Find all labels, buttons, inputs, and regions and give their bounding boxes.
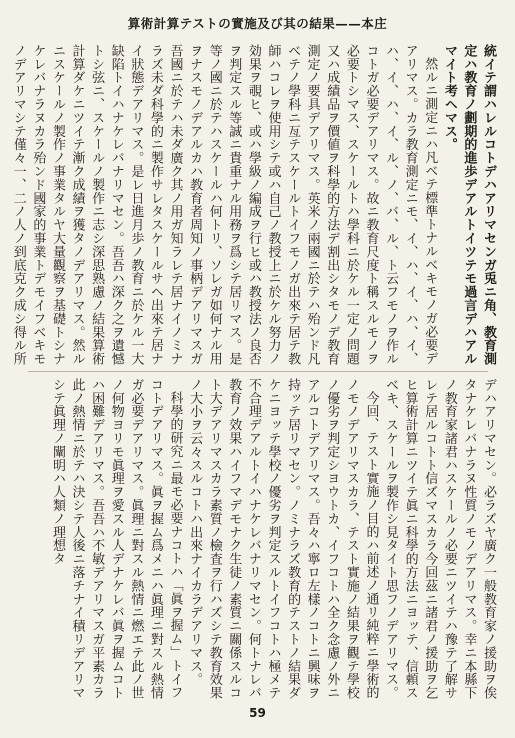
lower-text-block	[28, 378, 498, 700]
body-paragraph: 科學的研究ニ最モ必要ナコトハ「眞ヲ握ム」トイフコトデアリマス。眞ヲ握ム爲メニハ眞理ニ對スル熱情ガ必要デアリマス。眞理ニ對スル熱情ニ燃エテ此ノ世ノ何物ヨリモ眞理ヲ愛スル人デナケレバ眞ヲ握ムコトハ困難デアリマス。吾吾ハ不敏デアリマスガ平素カラ此ノ熱情ニ於テハ決シテ人後ニ落チナイ積リデアリマシテ眞理ノ闡明ハ人類ノ理想タ	[49, 378, 183, 700]
upper-text-block	[10, 44, 498, 366]
body-paragraph: デハアリマセン。必ラズヤ廣ク一般教育家ノ援助ヲ俟タナケレバナラヌ性質ノモノデアリマス。幸ニ本縣下ノ教育家諸君ハスケールノ必要ニツイテハ豫テ了解サレテ居ルコトト信ズマスカラ今回茲ニ諸君ノ援助ヲ乞ヒ算術計算ニツイテ眞ニ科學的方法ニヨッテ、信頼スベキ、スケールヲ製作シ見タイト思フノデアリマス。	[383, 378, 496, 700]
body-paragraph: 然ルニ測定ニハ凡ベテ標準トナルベキモノガ必要デアリマス。カラ教育測定ニモ、イ、ハ、イ、ハ、イ、ハ、イ、ハ、イ、ル、ノ、バ、ル、ト云フモノヲ作ルコトガ必要デアリマス。故ニ教育尺度ト稱スルモノヲ必要トシマス、スケールトハ學科ニ於ケル一定ノ問題又ハ成績品ヲ價値ヲ科學的方法デ割出シタモノデ教育測定ノ要具デアリマス。英米ノ兩國ニ於テハ殆ンド凡ベテノ學科ニ亙テスケールトイフモノガ出來テ居テ教師ハコレヲ使用シテ或ハ自己ノ教授上ニ於ケル努力ノ効果ヲ覗ヒ、或ハ學級ノ編成ヲ行ヒ或ハ教授法ノ良否ヲ判定スル等誠ニ貴重ナル用務ヲ爲シテ居リマス。是等ノ國ニ於テハスケールハ何トリ、ソレガ如何ナル用ヲナスモノデアルカハ教育者周知ノ事柄デアリマスガ吾國ニ於テハ未ダ廣ク其ノ用ガ知ラレテ居ナイノミナラズ未ダ科學的ニ製作サレタスケールサヘ出來テ居ナイ狀態デアリマス。是レ日進月歩ノ教育ニ於ケル一大缺陷トイハナケレバナリマセン。吾吾ハ深ク之ヲ遺憾トシ弦ニ、スケールノ製作ニ志シ深思熟慮ノ結果算術計算ダケニツイテ漸ク成績ヲ獲タノデアリマス。然ルニスケールノ製作ノ事業タルヤ大量觀察ヲ基礎トシナケレバナラヌカラ殆ンド國家的事業トデモイフベキモノデアリマシテ僅々一、二ノ人ノ到底克ク成シ得ル所	[10, 44, 438, 366]
body-paragraph: 今回、テスト實施ノ目的ハ前述ノ通リ純粹ニ學術的ノモノデアリマスカラ、テスト實施ノ結果ヲ觀テ學校ノ優劣ヲ判定シヨウトカ、イフコトハ全ク念慮ノ外ニアルコトデアリマス。吾々ハ寧ロ左樣ノコトニ興味ヲ持ッテ居リマセン。ノミナラズ教育的テストノ結果ダケニヨッテ學校ノ優劣ヲ判定スルトイフコトハ極メテ不合理デアルトイハナケレバナリマセン。何トナレバ教育ノ效果ハイフマデモナク生徒ノ素質ニ關係スルコト大デアリマスカラ素質ノ檢査ヲ行ハズシテ教育效果ノ大小ヲ云々スルコトハ出來ナイカラデアリマス。	[187, 378, 379, 700]
running-header: 算術計算テストの實施及び其の結果——本庄	[127, 16, 388, 31]
page-number: 59	[249, 706, 266, 720]
lead-paragraph: 統イテ謂ハレルコトデハアリマセンガ兎ニ角、教育測定ハ教育ノ劃期的進歩デアルトイツテモ過言デハアルマイト考ヘマス。	[441, 44, 496, 366]
section-divider	[28, 371, 488, 372]
